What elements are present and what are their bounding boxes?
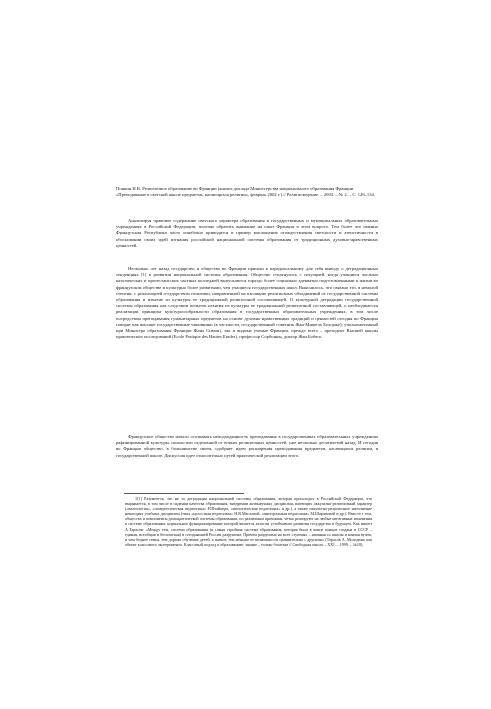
citation: Понкин И.В. Религиозное образование во Франции (анализ доклада Министерства национального образования Франции «Преподавание в светской школе предметов, касающихся религии», февраль 2002 г.) // Религиоведение. – 2003. – № 2. – С. 126–134. (116, 186, 375, 198)
footnote: 1[1] Разумеется, это не та деградация национальной системы образования, которая происходит в Российской Федерации, что выражается, в том числе в падении качества образования, внедрении антинаучных дисциплин, имеющих оккультно-религиозный характер («валеология», «синергетическая педагогика» Р.Штайнера, «экологическая педагогика» и др.), а также оккультно-религиозное наполнение некоторых учебных дисциплин (типа «целостная педагогика» Н.В.Масловой, «интегральная педагогика» М.Шараповой и др.). Вместе с тем, общество и компоненты демократической системы образования, по различным причинам, четко реагируют на любые негативные изменения в системе образования, нормальное функционирование которой является залогом устойчивого развития государства в будущем. Как пишет А.Тарасов: «Между тем, система образования (и самая стройная система образования, которая была в конце концов создана в СССР – единая, всеобщая и бесплатная) в сегодняшней России разрушена. Причем разрушена на всех ступенях – начиная со школы и кончая вузом, и чем беднее семья, тем дороже обучение детей, а значит, тем меньше ее возможности сравнительно с другими» (Тарасов А. Молодежь как объект классового эксперимента. Классовый подход к образованию: знание – только богатым // Свободная мысль – XXI. – 1999. – №10). (125, 496, 372, 547)
paragraph-intro: Анализируя правовое содержание светского характера образования в государственных и муниципальных образовательных учреждениях в Российской Федерации, полезно обратить внимание на опыт Франции в этом вопросе. Тем более что именно Французская Республика часто ошибочно приводится в пример воплощения отождествления светскости и атеистичности в обосновании своих идей изгнания российской национальной системы образования от традиционных духовно-нравственных ценностей. (116, 218, 378, 248)
paragraph-society: Французское общество начало осознавать неподходящность преподавания в государственных образовательных учреждениях рафинированной культуры, полностью отделенной от всяких религиозных ценностей, уже несколько десятилетий назад. И сегодня во Франции общество, в большинстве своем, одобряет идею расширения преподавания предметов, касающихся религии, в государственной школе. Дискуссия идет относительно путей практической реализации этого. (116, 434, 378, 458)
footnote-divider (124, 493, 244, 494)
paragraph-main: Несколько лет назад государство и общество во Франции пришли к парадоксальному для себя выводу о деградационных тенденциях [1] в развитии национальной системы образования. Общество столкнулось с ситуацией, когда учащиеся частных католических и протестантских частных колледжей выпускаются гораздо более социально адекватно подготовленными к жизни во французском обществе и культурно более развитыми, чем учащиеся государственных школ. Выяснилось, что связано это, в немалой степени, с реализацией государством политики, направленной на изоляцию религиозных объединений от государственной системы образования и изъятие из культуры ее традиционной религиозной составляющей. О культурной деградации государственной системы образования как следствии попыток изъятия из культуры ее традиционной религиозной составляющей, о необходимости реализации принципа культуросообразности образования в государственных образовательных учреждениях, в том числе посредством преподавания гуманитарных предметов на основе духовно-нравственных традиций и ценностей сегодня во Франции говорят как высшие государственные чиновники (в частности, государственный советник Жан-Мишель Белорже); уполномоченный при Министре образования Франции Жана Симон), так и видные ученые Франции, прежде всего – президент Высшей школы практических исследований (Ecole Pratique des Hautes Etudes), профессор Сорбонны, доктор Жан Бобero. (116, 266, 378, 340)
